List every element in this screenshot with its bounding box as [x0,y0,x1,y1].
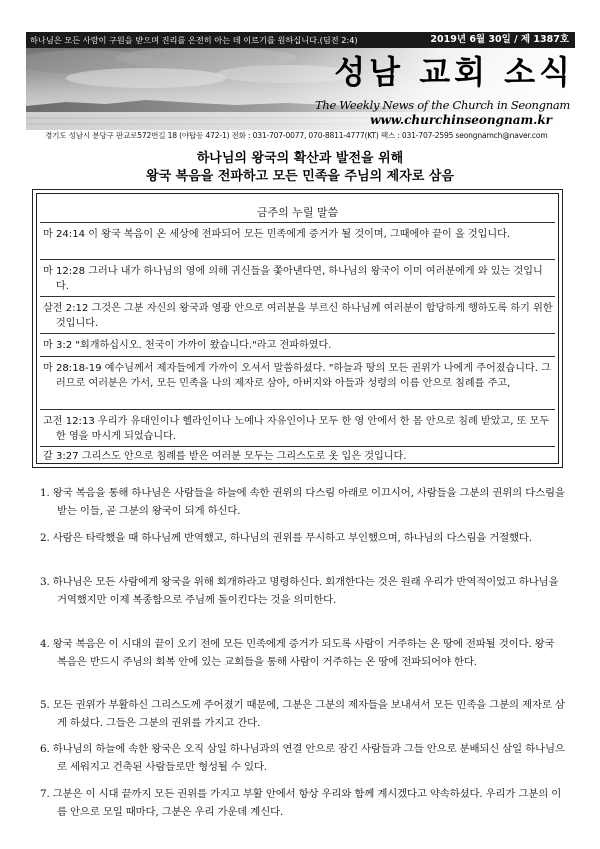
verse-divider [40,356,555,357]
verse-item: 마 12:28 그러나 내가 하나님의 영에 의해 귀신들을 쫓아낸다면, 하나님의 왕국이 이미 여러분에게 와 있는 것입니다. [43,266,543,292]
point-item: 3. 하나님은 모든 사람에게 왕국을 위해 회개하라고 명령하신다. 회개한다는 것은 원래 우리가 반역적이었고 하나님을 거역했지만 이제 복종함으로 주님께 돌이킨다는 것을 의미한다. [40,576,559,606]
verses-inner-frame [36,193,559,464]
verse-item: 마 28:18-19 예수님께서 제자들에게 가까이 오셔서 말씀하셨다. "하늘과 땅의 모든 권위가 나에게 주어졌습니다. 그러므로 여러분은 가서, 모든 민족을 나의 제자로 삼아, 아버지와 아들과 성령의 이름 안으로 침례를 주고, [43,363,551,389]
headline-line-1: 하나님의 왕국의 확산과 발전을 위해 [196,151,404,166]
verse-divider [40,259,555,260]
verses-box [32,189,563,468]
verse-item: 마 24:14 이 왕국 복음이 온 세상에 전파되어 모든 민족에게 증거가 될 것이며, 그때에야 끝이 올 것입니다. [43,229,511,240]
verse-divider [40,446,555,447]
newsletter-title: 성남 교회 소식 [334,53,574,91]
verse-item: 갈 3:27 그리스도 안으로 침례를 받은 여러분 모두는 그리스도로 옷 입은 것입니다. [43,451,407,462]
headline-line-2: 왕국 복음을 전파하고 모든 민족을 주님의 제자로 삼음 [146,169,454,184]
point-item: 7. 그분은 이 시대 끝까지 모든 권위를 가지고 부활 안에서 항상 우리와 함께 계시겠다고 약속하셨다. 우리가 그분의 이름 안으로 모일 때마다, 그분은 우리 가운데 계신다. [40,788,562,818]
point-item: 6. 하나님의 하늘에 속한 왕국은 오직 삼일 하나님과의 연결 안으로 잠긴 사람들과 그들 안으로 분배되신 삼일 하나님으로 세워지고 건축된 사람들로만 형성될 수 있다. [40,743,565,773]
verse-divider [40,296,555,297]
header-topbar [26,32,575,48]
motto-text: 하나님은 모든 사람이 구원을 받으며 진리를 온전히 아는 데 이르기를 원하십니다.(딤전 2:4) [30,35,358,45]
point-item: 4. 왕국 복음은 이 시대의 끝이 오기 전에 모든 민족에게 증거가 되도록 사람이 거주하는 온 땅에 전파될 것이다. 왕국 복음은 반드시 주님의 회복 안에 있는 교회들을 통해 사람이 거주하는 온 땅에 전파되어야 한다. [40,638,555,668]
verse-divider [40,409,555,410]
verse-item: 마 3:2 "회개하십시오. 천국이 가까이 왔습니다."라고 전파하였다. [43,340,332,351]
verse-item: 살전 2:12 그것은 그분 자신의 왕국과 영광 안으로 여러분을 부르신 하나님께 여러분이 합당하게 행하도록 하기 위한 것입니다. [43,303,553,329]
website-link[interactable]: www.churchinseongnam.kr [370,113,552,127]
newsletter-subtitle: The Weekly News of the Church in Seongnam [314,98,570,112]
date-issue: 2019년 6월 30일 / 제 1387호 [430,34,569,45]
verse-divider [40,333,555,334]
point-item: 5. 모든 권위가 부활하신 그리스도께 주어졌기 때문에, 그분은 그분의 제자들을 보내셔서 모든 민족을 그분의 제자로 삼게 하셨다. 그들은 그분의 권위를 가지고 간다. [40,699,565,729]
church-address: 경기도 성남시 분당구 판교로572번길 18 (야탑동 472-1) 전화 : 031-707-0077, 070-8811-4777(KT) 팩스 : 031-707-2595 seongnamch@naver.com [45,131,548,140]
verse-item: 고전 12:13 우리가 유대인이나 헬라인이나 노예나 자유인이나 모두 한 영 안에서 한 몸 안으로 침례 받았고, 또 모두 한 영을 마시게 되었습니다. [43,416,550,442]
point-item: 1. 왕국 복음을 통해 하나님은 사람들을 하늘에 속한 권위의 다스림 아래로 이끄시어, 사람들을 그분의 권위의 다스림을 받는 이들, 곧 그분의 왕국이 되게 하신다. [40,487,565,517]
verses-title: 금주의 누릴 말씀 [256,206,339,219]
verse-divider [40,222,555,223]
point-item: 2. 사람은 타락했을 때 하나님께 반역했고, 하나님의 권위를 무시하고 부인했으며, 하나님의 다스림을 거절했다. [40,532,532,544]
